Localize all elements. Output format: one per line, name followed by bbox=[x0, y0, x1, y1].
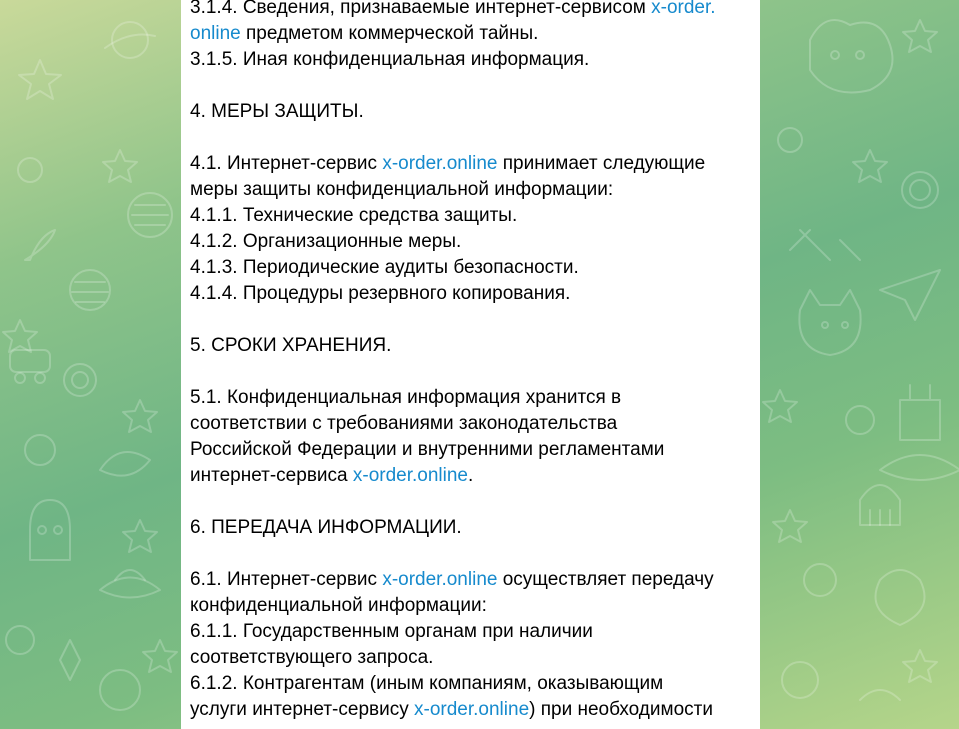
text-line bbox=[190, 0, 752, 21]
text-line: меры защиты конфиденциальной информации: bbox=[190, 179, 614, 200]
paragraph-gap bbox=[190, 359, 752, 385]
text-line: соответствующего запроса. bbox=[190, 647, 434, 668]
paper-plane-doodle-icon bbox=[880, 270, 940, 320]
coin-doodle-icon bbox=[902, 172, 938, 208]
paragraph-gap bbox=[190, 125, 752, 151]
text-fragment: 4.1. Интернет-сервис bbox=[190, 153, 383, 174]
text-line: соответствии с требованиями законодательства bbox=[190, 413, 618, 434]
x-order-link[interactable]: x-order.online bbox=[414, 699, 530, 720]
star-doodle-icon bbox=[3, 320, 37, 352]
star-doodle-icon bbox=[143, 640, 177, 672]
satellite-doodle-icon bbox=[790, 230, 860, 260]
alien-doodle-icon bbox=[30, 500, 70, 560]
text-line: 6.1.1. Государственным органам при наличии bbox=[190, 621, 593, 642]
text-fragment: . bbox=[468, 465, 474, 486]
x-order-link[interactable]: x-order.online bbox=[382, 153, 498, 174]
text-line: конфиденциальной информации: bbox=[190, 595, 487, 616]
text-line: 5.1. Конфиденциальная информация хранится в bbox=[190, 387, 622, 408]
text-fragment: предметом коммерческой тайны. bbox=[240, 23, 539, 44]
star-doodle-icon bbox=[853, 150, 887, 182]
star-doodle-icon bbox=[123, 400, 157, 432]
text-fragment: интернет-сервиса bbox=[190, 465, 353, 486]
star-doodle-icon bbox=[123, 520, 157, 552]
ufo-doodle-icon bbox=[100, 578, 160, 598]
star-doodle-icon bbox=[19, 60, 61, 99]
message-text bbox=[190, 0, 752, 723]
robot-doodle-icon bbox=[900, 385, 940, 440]
cat-astronaut-doodle-icon bbox=[876, 570, 925, 625]
star-doodle-icon bbox=[773, 510, 807, 542]
star-doodle-icon bbox=[763, 390, 797, 422]
text-fragment: услуги интернет-сервису bbox=[190, 699, 415, 720]
paragraph-gap bbox=[190, 489, 752, 515]
text-line: 6.1.2. Контрагентам (иным компаниям, оказывающим bbox=[190, 673, 664, 694]
message-bubble bbox=[181, 0, 760, 729]
text-line bbox=[190, 21, 752, 47]
text-line bbox=[190, 697, 752, 723]
section-heading: 6. ПЕРЕДАЧА ИНФОРМАЦИИ. bbox=[190, 517, 462, 538]
text-line: 4.1.1. Технические средства защиты. bbox=[190, 205, 518, 226]
ufo-doodle-icon bbox=[880, 455, 959, 480]
text-fragment: 3.1.4. Сведения, признаваемые интернет-сервисом bbox=[190, 0, 652, 18]
text-fragment: 6.1. Интернет-сервис bbox=[190, 569, 383, 590]
section-heading: 5. СРОКИ ХРАНЕНИЯ. bbox=[190, 335, 392, 356]
text-line bbox=[190, 567, 752, 593]
text-fragment: принимает следующие bbox=[497, 153, 706, 174]
star-doodle-icon bbox=[903, 650, 937, 682]
rocket-doodle-icon bbox=[25, 230, 55, 260]
x-order-link[interactable]: x-order. bbox=[651, 0, 716, 18]
text-line bbox=[190, 463, 752, 489]
paragraph-gap bbox=[190, 541, 752, 567]
text-fragment: ) при необходимости bbox=[529, 699, 713, 720]
section-heading: 4. МЕРЫ ЗАЩИТЫ. bbox=[190, 101, 364, 122]
text-line: 4.1.2. Организационные меры. bbox=[190, 231, 462, 252]
star-doodle-icon bbox=[903, 20, 937, 52]
text-line: 3.1.5. Иная конфиденциальная информация. bbox=[190, 49, 590, 70]
cat-doodle-icon bbox=[799, 290, 860, 355]
x-order-link[interactable]: x-order.online bbox=[352, 465, 468, 486]
paragraph-gap bbox=[190, 73, 752, 99]
text-line bbox=[190, 151, 752, 177]
text-line: 4.1.4. Процедуры резервного копирования. bbox=[190, 283, 571, 304]
x-order-link[interactable]: online bbox=[190, 23, 241, 44]
star-doodle-icon bbox=[103, 150, 137, 182]
x-order-link[interactable]: x-order.online bbox=[382, 569, 498, 590]
spiral-doodle-icon bbox=[64, 364, 96, 396]
paragraph-gap bbox=[190, 307, 752, 333]
text-line: 4.1.3. Периодические аудиты безопасности. bbox=[190, 257, 579, 278]
cat-astronaut-doodle-icon bbox=[810, 20, 893, 93]
text-fragment: осуществляет передачу bbox=[497, 569, 714, 590]
text-line: Российской Федерации и внутренними регламентами bbox=[190, 439, 665, 460]
